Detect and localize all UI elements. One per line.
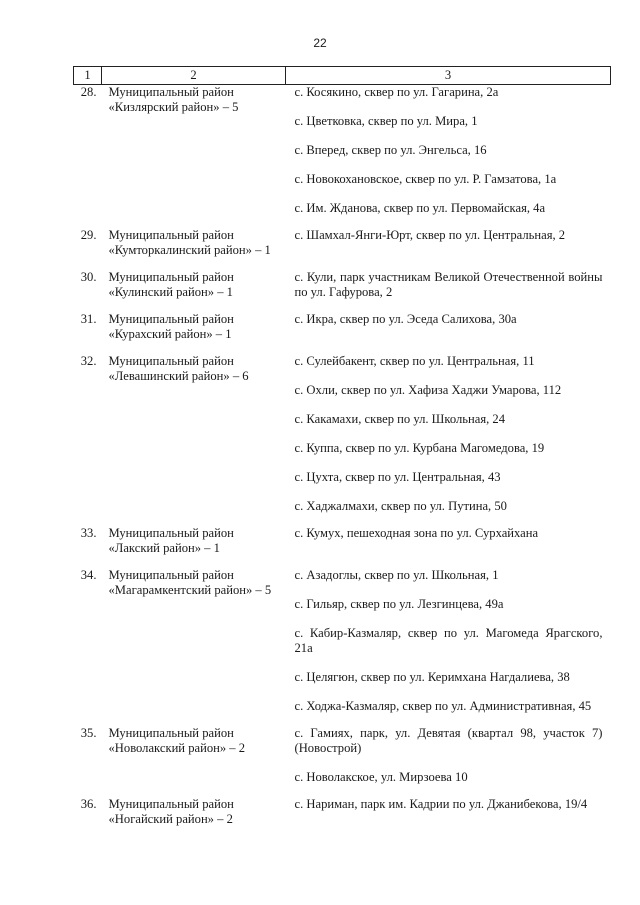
district-name <box>102 797 286 827</box>
row-spacer-cell <box>74 514 611 526</box>
district-name-line: «Кизлярский район» – 5 <box>108 100 239 114</box>
row-spacer <box>74 556 611 568</box>
table-row <box>74 354 611 514</box>
district-name-line: «Ногайский район» – 2 <box>108 812 233 826</box>
address-item: с. Цветковка, сквер по ул. Мира, 1 <box>294 114 478 128</box>
site-addresses <box>286 228 611 258</box>
table-row <box>74 270 611 300</box>
district-name-line: Муниципальный район <box>108 270 234 284</box>
row-number: 34. <box>80 568 97 582</box>
row-spacer-cell <box>74 556 611 568</box>
row-number: 29. <box>80 228 97 242</box>
district-name <box>102 312 286 342</box>
address-item: с. Вперед, сквер по ул. Энгельса, 16 <box>294 143 487 157</box>
district-name <box>102 85 286 217</box>
row-number: 36. <box>80 797 97 811</box>
row-number: 30. <box>80 270 97 284</box>
row-number: 31. <box>80 312 97 326</box>
site-addresses <box>286 797 611 827</box>
table-row <box>74 726 611 785</box>
district-name <box>102 270 286 300</box>
row-spacer <box>74 342 611 354</box>
district-name <box>102 228 286 258</box>
address-item: с. Охли, сквер по ул. Хафиза Хаджи Умарова, 112 <box>294 383 562 397</box>
district-name-line: Муниципальный район <box>108 228 234 242</box>
address-item: с. Хаджалмахи, сквер по ул. Путина, 50 <box>294 499 507 513</box>
district-name-line: Муниципальный район <box>108 312 234 326</box>
address-item: с. Икра, сквер по ул. Эседа Салихова, 30а <box>294 312 517 326</box>
header-col-3: 3 <box>286 67 611 85</box>
table-row <box>74 312 611 342</box>
row-spacer <box>74 785 611 797</box>
table-row <box>74 228 611 258</box>
address-item: с. Целягюн, сквер по ул. Керимхана Нагдалиева, 38 <box>294 670 570 684</box>
district-name-line: «Новолакский район» – 2 <box>108 741 246 755</box>
address-item: с. Азадоглы, сквер по ул. Школьная, 1 <box>294 568 499 582</box>
address-item: с. Гильяр, сквер по ул. Лезгинцева, 49а <box>294 597 504 611</box>
table-header <box>74 67 611 85</box>
row-spacer-cell <box>74 258 611 270</box>
district-name-line: Муниципальный район <box>108 568 234 582</box>
district-name-line: «Кумторкалинский район» – 1 <box>108 243 271 257</box>
row-spacer <box>74 714 611 726</box>
site-addresses <box>286 85 611 217</box>
district-name-line: «Курахский район» – 1 <box>108 327 232 341</box>
address-item: с. Кумух, пешеходная зона по ул. Сурхайхана <box>294 526 539 540</box>
address-item: с. Новолакское, ул. Мирзоева 10 <box>294 770 468 784</box>
row-number: 32. <box>80 354 97 368</box>
site-addresses <box>286 726 611 785</box>
table-row <box>74 526 611 556</box>
address-item: с. Им. Жданова, сквер по ул. Первомайская, 4а <box>294 201 546 215</box>
row-spacer-cell <box>74 216 611 228</box>
table-row <box>74 85 611 217</box>
table-row <box>74 568 611 714</box>
address-item: с. Нариман, парк им. Кадрии по ул. Джанибекова, 19/4 <box>294 797 588 811</box>
row-spacer <box>74 216 611 228</box>
address-item: с. Куппа, сквер по ул. Курбана Магомедова, 19 <box>294 441 545 455</box>
district-name <box>102 526 286 556</box>
row-spacer-cell <box>74 714 611 726</box>
row-spacer-cell <box>74 300 611 312</box>
address-item: с. Ходжа-Казмаляр, сквер по ул. Административная, 45 <box>294 699 592 713</box>
municipal-districts-table <box>73 66 611 827</box>
district-name-line: «Магарамкентский район» – 5 <box>108 583 272 597</box>
table-row <box>74 797 611 827</box>
district-name-line: «Левашинский район» – 6 <box>108 369 249 383</box>
address-item: с. Косякино, сквер по ул. Гагарина, 2а <box>294 85 499 99</box>
site-addresses <box>286 312 611 342</box>
table-header-row <box>74 67 611 85</box>
address-item: с. Какамахи, сквер по ул. Школьная, 24 <box>294 412 506 426</box>
address-item: с. Кули, парк участникам Великой Отечественной войны по ул. Гафурова, 2 <box>294 270 603 299</box>
address-item: с. Новокохановское, сквер по ул. Р. Гамзатова, 1а <box>294 172 557 186</box>
row-spacer <box>74 300 611 312</box>
address-item: с. Шамхал-Янги-Юрт, сквер по ул. Центральная, 2 <box>294 228 566 242</box>
address-item: с. Кабир-Казмаляр, сквер по ул. Магомеда Ярагского, 21а <box>294 626 603 655</box>
district-name-line: Муниципальный район <box>108 354 234 368</box>
district-name <box>102 354 286 514</box>
district-name <box>102 726 286 785</box>
address-item: с. Гамиях, парк, ул. Девятая (квартал 98, участок 7) (Новострой) <box>294 726 603 755</box>
row-number: 28. <box>80 85 97 99</box>
row-spacer-cell <box>74 342 611 354</box>
district-name-line: Муниципальный район <box>108 797 234 811</box>
row-spacer-cell <box>74 785 611 797</box>
district-name <box>102 568 286 714</box>
row-spacer <box>74 258 611 270</box>
site-addresses <box>286 354 611 514</box>
district-name-line: «Кулинский район» – 1 <box>108 285 233 299</box>
district-name-line: «Лакский район» – 1 <box>108 541 220 555</box>
address-item: с. Цухта, сквер по ул. Центральная, 43 <box>294 470 501 484</box>
site-addresses <box>286 568 611 714</box>
page-number: 22 <box>313 36 327 50</box>
address-item: с. Сулейбакент, сквер по ул. Центральная, 11 <box>294 354 535 368</box>
district-name-line: Муниципальный район <box>108 85 234 99</box>
row-spacer <box>74 514 611 526</box>
table-body <box>74 85 611 828</box>
row-number: 33. <box>80 526 97 540</box>
site-addresses <box>286 270 611 300</box>
header-col-1: 1 <box>74 67 102 85</box>
district-name-line: Муниципальный район <box>108 526 234 540</box>
header-col-2: 2 <box>102 67 286 85</box>
row-number: 35. <box>80 726 97 740</box>
district-name-line: Муниципальный район <box>108 726 234 740</box>
site-addresses <box>286 526 611 556</box>
